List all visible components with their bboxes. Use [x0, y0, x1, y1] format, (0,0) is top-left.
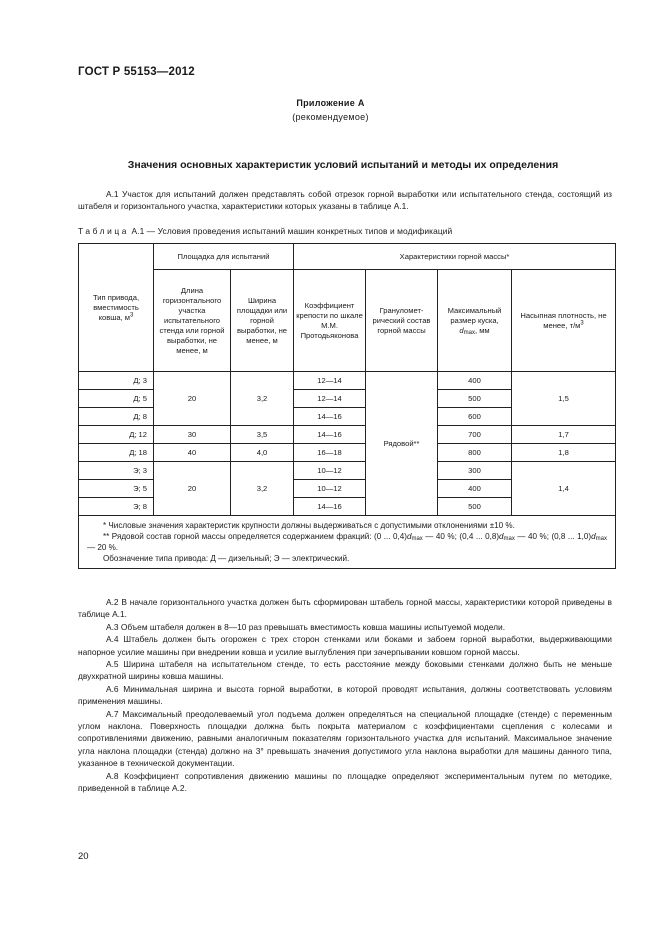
table-caption-word: Таблица: [78, 226, 130, 236]
group-header-mass: Характеристики горной массы*: [294, 244, 616, 270]
cell-width: 3,5: [231, 426, 294, 444]
cell-type: Д; 3: [79, 372, 154, 390]
cell-type: Д; 12: [79, 426, 154, 444]
col-header-drive: Тип привода, вместимость ковша, $м^3$: [79, 244, 154, 372]
annex-title: Приложение А: [296, 98, 365, 108]
paragraph-a2: А.2 В начале горизонтального участка должен быть сформирован штабель горной массы, характеристики которой приведены в таблице А.1.: [78, 597, 612, 620]
cell-width: 3,2: [231, 462, 294, 516]
standard-code: ГОСТ Р 55153—2012: [78, 66, 195, 78]
cell-density: 1,8: [512, 444, 616, 462]
paragraph-a6: А.6 Минимальная ширина и высота горной выработки, в которой проводят испытания, должны соответствовать условиям применения машины.: [78, 683, 612, 707]
cell-coef: 10—12: [294, 462, 366, 480]
cell-type: Э; 3: [79, 462, 154, 480]
cell-length: 20: [154, 462, 231, 516]
cell-type: Д; 5: [79, 390, 154, 408]
cell-type: Д; 18: [79, 444, 154, 462]
cell-length: 40: [154, 444, 231, 462]
cell-size: 500: [438, 498, 512, 516]
note-3: Обозначение типа привода: Д — дизельный; Э — электрический.: [103, 554, 350, 563]
col-header-gran: Грануломет-рический состав горной массы: [366, 270, 438, 372]
cell-size: 400: [438, 372, 512, 390]
cell-coef: 14—16: [294, 498, 366, 516]
col-header-density: Насыпная плотность, не менее, $т/м^3$: [512, 270, 616, 372]
paragraph-a4: А.4 Штабель должен быть огорожен с трех сторон стенками или боками и забоем горной выработки, выдерживающими напорное усилие машины при внедрении ковша и усилие выглубления при зачерпывании ковшом горной массы.: [78, 634, 612, 657]
cell-size: 800: [438, 444, 512, 462]
paragraph-a5: А.5 Ширина штабеля на испытательном стенде, то есть расстояние между боковыми стенками должно быть не меньше двухкратной ширины ковша машины.: [78, 659, 612, 682]
page-number: 20: [78, 851, 89, 862]
table-notes: [79, 516, 616, 569]
cell-type: Д; 8: [79, 408, 154, 426]
table-notes-row: [79, 516, 616, 569]
cell-size: 700: [438, 426, 512, 444]
table-row: [79, 372, 616, 390]
section-heading: Значения основных характеристик условий испытаний и методы их определения: [127, 159, 559, 171]
cell-type: Э; 5: [79, 480, 154, 498]
cell-coef: 14—16: [294, 426, 366, 444]
cell-coef: 14—16: [294, 408, 366, 426]
cell-size: 500: [438, 390, 512, 408]
paragraphs-block: [78, 596, 612, 795]
annex-status: (рекомендуемое): [292, 112, 369, 122]
cell-size: 400: [438, 480, 512, 498]
note-2: ** Рядовой состав горной массы определяется содержанием фракций: (0 ... $0,4)d_{max}$ — 40 %; (0,4 ... $0,8)d_{max}$ — 40 %; (0,8 ... $1,0)d_{max}$ — 20 %.: [87, 532, 607, 552]
table-caption: [78, 226, 452, 236]
col-header-coef: Коэффициент крепости по шкале М.М. Протодьяконова: [294, 270, 366, 372]
cell-length: 30: [154, 426, 231, 444]
paragraph-a7: А.7 Максимальный преодолеваемый угол подъема должен определяться на специальной площадке (стенде) с переменным углом наклона. Поверхность площадки должна быть покрыта материалом с коэффициентами сцепления с колесами и сопротивлениями движению, равными аналогичным показателям горизонтального участка для испытаний. Максимальное значение угла наклона площадки (стенда) должно на 3° превышать значения допустимого угла наклона выработки для машины данного типа, указанное в технической документации.: [78, 708, 612, 769]
cell-density: 1,5: [512, 372, 616, 426]
col-header-length: Длина горизонтального участка испытательного стенда или горной выработки, не менее, м: [154, 270, 231, 372]
conditions-table: [78, 243, 616, 569]
col-header-width: Ширина площадки или горной выработки, не менее, м: [231, 270, 294, 372]
cell-gran: Рядовой**: [366, 372, 438, 516]
cell-length: 20: [154, 372, 231, 426]
note-1: * Числовые значения характеристик крупности должны выдерживаться с допустимыми отклонениями ±10 %.: [103, 521, 515, 530]
paragraph-a3: А.3 Объем штабеля должен в 8—10 раз превышать вместимость ковша машины испытуемой модели.: [106, 621, 506, 632]
table-row: [79, 462, 616, 480]
annex-block: [0, 96, 661, 124]
cell-width: 3,2: [231, 372, 294, 426]
table-row: [79, 444, 616, 462]
cell-coef: 12—14: [294, 390, 366, 408]
group-header-site: Площадка для испытаний: [154, 244, 294, 270]
cell-type: Э; 8: [79, 498, 154, 516]
table-row: [79, 426, 616, 444]
cell-size: 600: [438, 408, 512, 426]
col-header-size: Максимальный размер куска, $d_{max}$, мм: [438, 270, 512, 372]
cell-width: 4,0: [231, 444, 294, 462]
table-caption-text: А.1 — Условия проведения испытаний машин конкретных типов и модификаций: [131, 226, 453, 236]
cell-density: 1,4: [512, 462, 616, 516]
cell-density: 1,7: [512, 426, 616, 444]
paragraph-a8: А.8 Коэффициент сопротивления движению машины по площадке определяют экспериментальным путем по методике, приведенной в таблице А.2.: [78, 770, 612, 794]
cell-coef: 12—14: [294, 372, 366, 390]
paragraph-a1: А.1 Участок для испытаний должен представлять собой отрезок горной выработки или испытательного стенда, состоящий из штабеля и горизонтального участка, характеристики которых указаны в таблице А.1.: [78, 189, 612, 212]
cell-coef: 16—18: [294, 444, 366, 462]
cell-coef: 10—12: [294, 480, 366, 498]
cell-size: 300: [438, 462, 512, 480]
